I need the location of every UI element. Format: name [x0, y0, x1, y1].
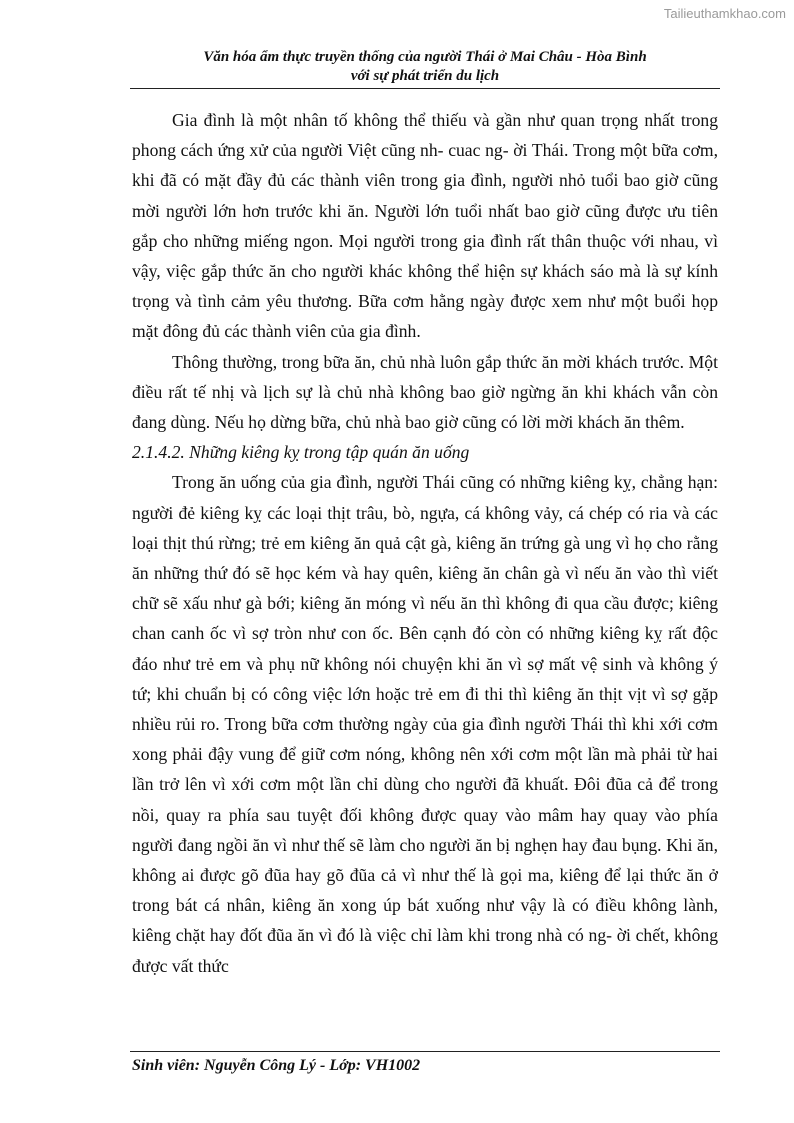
watermark: Tailieuthamkhao.com	[663, 6, 786, 21]
body-paragraph-1: Gia đình là một nhân tố không thể thiếu và gần như quan trọng nhất trong phong cách ứng xử của người Việt cũng nh- cuac ng- ời Thái. Trong một bữa cơm, khi đã có mặt đầy đủ các thành viên trong gia đình, người nhỏ tuổi bao giờ cũng mời người lớn hơn trước khi ăn. Người lớn tuổi nhất bao giờ cũng được ưu tiên gắp cho những miếng ngon. Mọi người trong gia đình rất thân thuộc với nhau, vì vậy, việc gắp thức ăn cho người khác không thể hiện sự khách sáo mà là sự kính trọng và tình cảm yêu thương. Bữa cơm hằng ngày được xem như một buổi họp mặt đông đủ các thành viên của gia đình.	[132, 110, 718, 342]
page-body	[132, 105, 718, 981]
page-footer: Sinh viên: Nguyễn Công Lý - Lớp: VH1002	[132, 1057, 421, 1074]
header-title-line-1: Văn hóa ẩm thực truyền thống của người Thái ở Mai Châu - Hòa Bình	[203, 49, 647, 65]
header-title-line-2: với sự phát triển du lịch	[350, 68, 500, 84]
header-divider	[130, 88, 720, 89]
body-paragraph-3: Trong ăn uống của gia đình, người Thái cũng có những kiêng kỵ, chẳng hạn: người đẻ kiêng kỵ các loại thịt trâu, bò, ngựa, cá không vảy, cá chép có ria và các loại thịt thú rừng; trẻ em kiêng ăn quả cật gà, kiêng ăn trứng gà ung vì họ cho rằng ăn những thứ đó sẽ học kém và hay quên, kiêng ăn chân gà vì nếu ăn vào thì viết chữ sẽ xấu như gà bới; kiêng ăn móng vì nếu ăn thì không đi qua cầu được; kiêng chan canh ốc vì sợ tròn như con ốc. Bên cạnh đó còn có những kiêng kỵ rất độc đáo như trẻ em và phụ nữ không nói chuyện khi ăn vì sợ mất vệ sinh và không ý tứ; khi chuẩn bị có công việc lớn hoặc trẻ em đi thi thì kiêng ăn thịt vịt vì sợ gặp nhiều rủi ro. Trong bữa cơm thường ngày của gia đình người Thái thì khi xới cơm xong phải đậy vung để giữ cơm nóng, không nên xới cơm một lần mà phải từ hai lần trở lên vì xới cơm một lần chỉ dùng cho người đã khuất. Đôi đũa cả để trong nồi, quay ra phía sau tuyệt đối không được quay vào mâm hay quay vào phía người đang ngồi ăn vì như thế sẽ làm cho người ăn bị nghẹn hay đau bụng. Khi ăn, không ai được gõ đũa hay gõ đũa cả vì như thế là gọi ma, kiêng để lại thức ăn ở trong bát cá nhân, kiêng ăn xong úp bát xuống như vậy là có điều không lành, kiêng chặt hay đốt đũa ăn vì đó là việc chỉ làm khi trong nhà có ng- ời chết, không được vất thức	[132, 472, 718, 976]
body-paragraph-2: Thông thường, trong bữa ăn, chủ nhà luôn gắp thức ăn mời khách trước. Một điều rất tế nhị và lịch sự là chủ nhà không bao giờ ngừng ăn khi khách vẫn còn đang dùng. Nếu họ dừng bữa, chủ nhà bao giờ cũng có lời mời khách ăn thêm.	[132, 351, 718, 433]
section-heading: 2.1.4.2. Những kiêng kỵ trong tập quán ăn uống	[132, 442, 470, 463]
running-header	[130, 48, 720, 86]
footer-divider	[130, 1051, 720, 1052]
